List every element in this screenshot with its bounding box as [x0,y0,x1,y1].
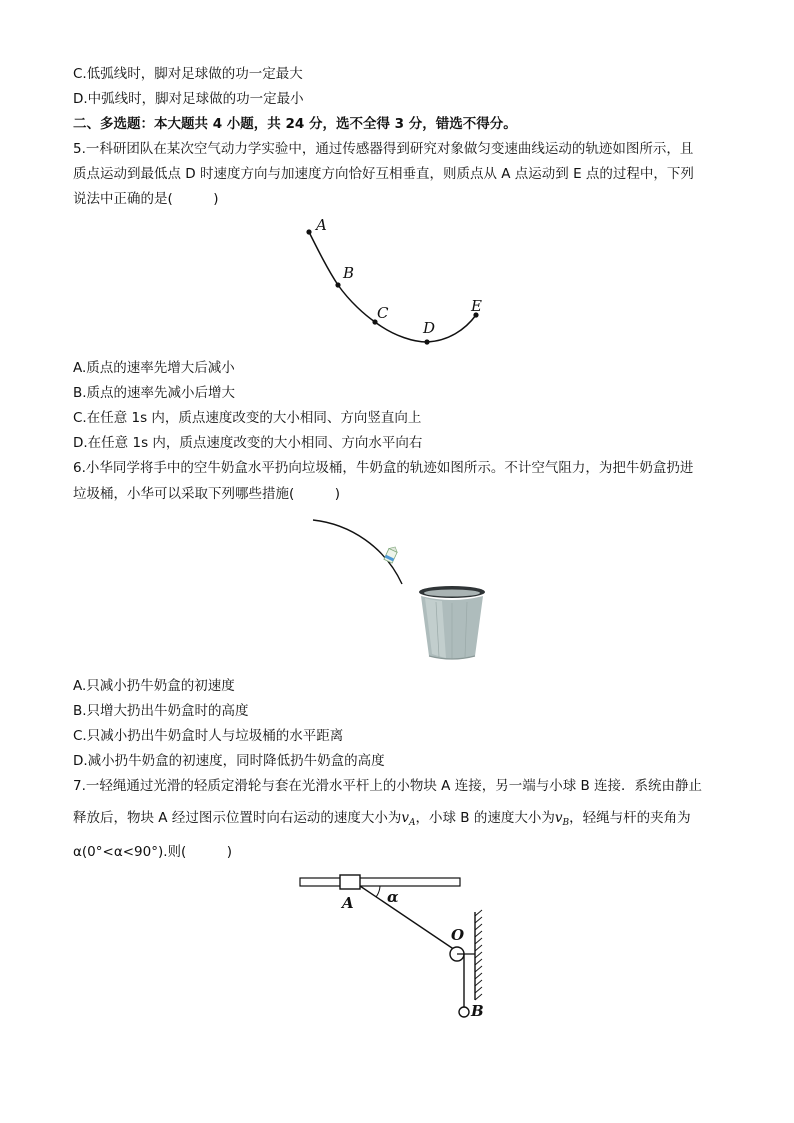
q7-angle-arc [376,886,380,897]
q5-option-a: A.质点的速率先增大后减小 [73,360,235,376]
q5-label-e: E [471,297,482,315]
q5-point-d [424,339,429,344]
milk-carton-icon [384,545,399,563]
q6-option-b: B.只增大扔出牛奶盒时的高度 [73,703,249,719]
q7-velocity-a-subscript: A [408,818,416,828]
q7-stem-line1: 7.一轻绳通过光滑的轻质定滑轮与套在光滑水平杆上的小物块 A 连接，另一端与小球 B 连接．系统由静止 [73,778,703,794]
q7-stem-line2 [73,808,723,833]
q5-option-c: C.在任意 1s 内，质点速度改变的大小相同、方向竖直向上 [73,410,422,426]
q7-velocity-a-symbol: v [401,810,409,826]
q5-stem-line1: 5.一科研团队在某次空气动力学实验中，通过传感器得到研究对象做匀变速曲线运动的轨迹如图所示，且 [73,141,694,157]
q5-label-d: D [423,319,436,337]
q5-option-b: B.质点的速率先减小后增大 [73,385,236,401]
q7-stem-line3: α(0°<α<90°).则( ) [73,844,233,860]
q6-option-d: D.减小扔牛奶盒的初速度，同时降低扔牛奶盒的高度 [73,753,385,769]
q6-stem-line2: 垃圾桶，小华可以采取下列哪些措施( ) [73,486,341,502]
q7-velocity-b-symbol: v [554,810,563,826]
section-heading: 二、多选题：本大题共 4 小题，共 24 分，选不全得 3 分，错选不得分。 [73,116,517,132]
q7-wall-hatching [475,910,482,1000]
q5-label-c: C [377,304,389,322]
q7-label-o: O [451,926,465,944]
q5-label-b: B [343,264,355,282]
q4-option-c: C.低弧线时，脚对足球做的功一定最大 [73,66,303,82]
q5-stem-line3: 说法中正确的是( ) [73,191,219,207]
q7-block-a [340,875,360,889]
q7-stem-text-a: 释放后，物块 A 经过图示位置时向右运动的速度大小为 [73,810,402,826]
q4-option-d: D.中弧线时，脚对足球做的功一定最小 [73,91,304,107]
q7-label-a: A [342,894,354,912]
q7-label-b: B [471,1002,484,1020]
q6-stem-line1: 6.小华同学将手中的空牛奶盒水平扔向垃圾桶，牛奶盒的轨迹如图所示。不计空气阻力，为把牛奶盒扔进 [73,460,694,476]
q7-horizontal-rod [300,878,460,886]
q6-option-c: C.只减小扔出牛奶盒时人与垃圾桶的水平距离 [73,728,344,744]
q5-stem-line2: 质点运动到最低点 D 时速度方向与加速度方向恰好互相垂直，则质点从 A 点运动到 E 点的过程中，下列 [73,166,694,182]
q6-milk-box-figure [305,512,495,667]
q7-stem-text-c: ，轻绳与杆的夹角为 [569,810,691,826]
q7-pulley-figure [295,870,495,1025]
q7-stem-text-b: ，小球 B 的速度大小为 [415,810,555,826]
q5-trajectory-curve [309,232,476,342]
q7-rope-a-to-pulley [360,886,455,950]
q7-ball-b [459,1007,469,1017]
q5-point-b [335,282,340,287]
q7-velocity-b-subscript: B [562,818,570,828]
q6-option-a: A.只减小扔牛奶盒的初速度 [73,678,235,694]
q5-point-a [306,229,311,234]
q5-label-a: A [316,216,327,234]
q7-label-alpha: α [387,888,399,906]
q5-option-d: D.在任意 1s 内，质点速度改变的大小相同、方向水平向右 [73,435,423,451]
trash-bin-icon [419,586,485,659]
q5-trajectory-figure [290,205,510,355]
